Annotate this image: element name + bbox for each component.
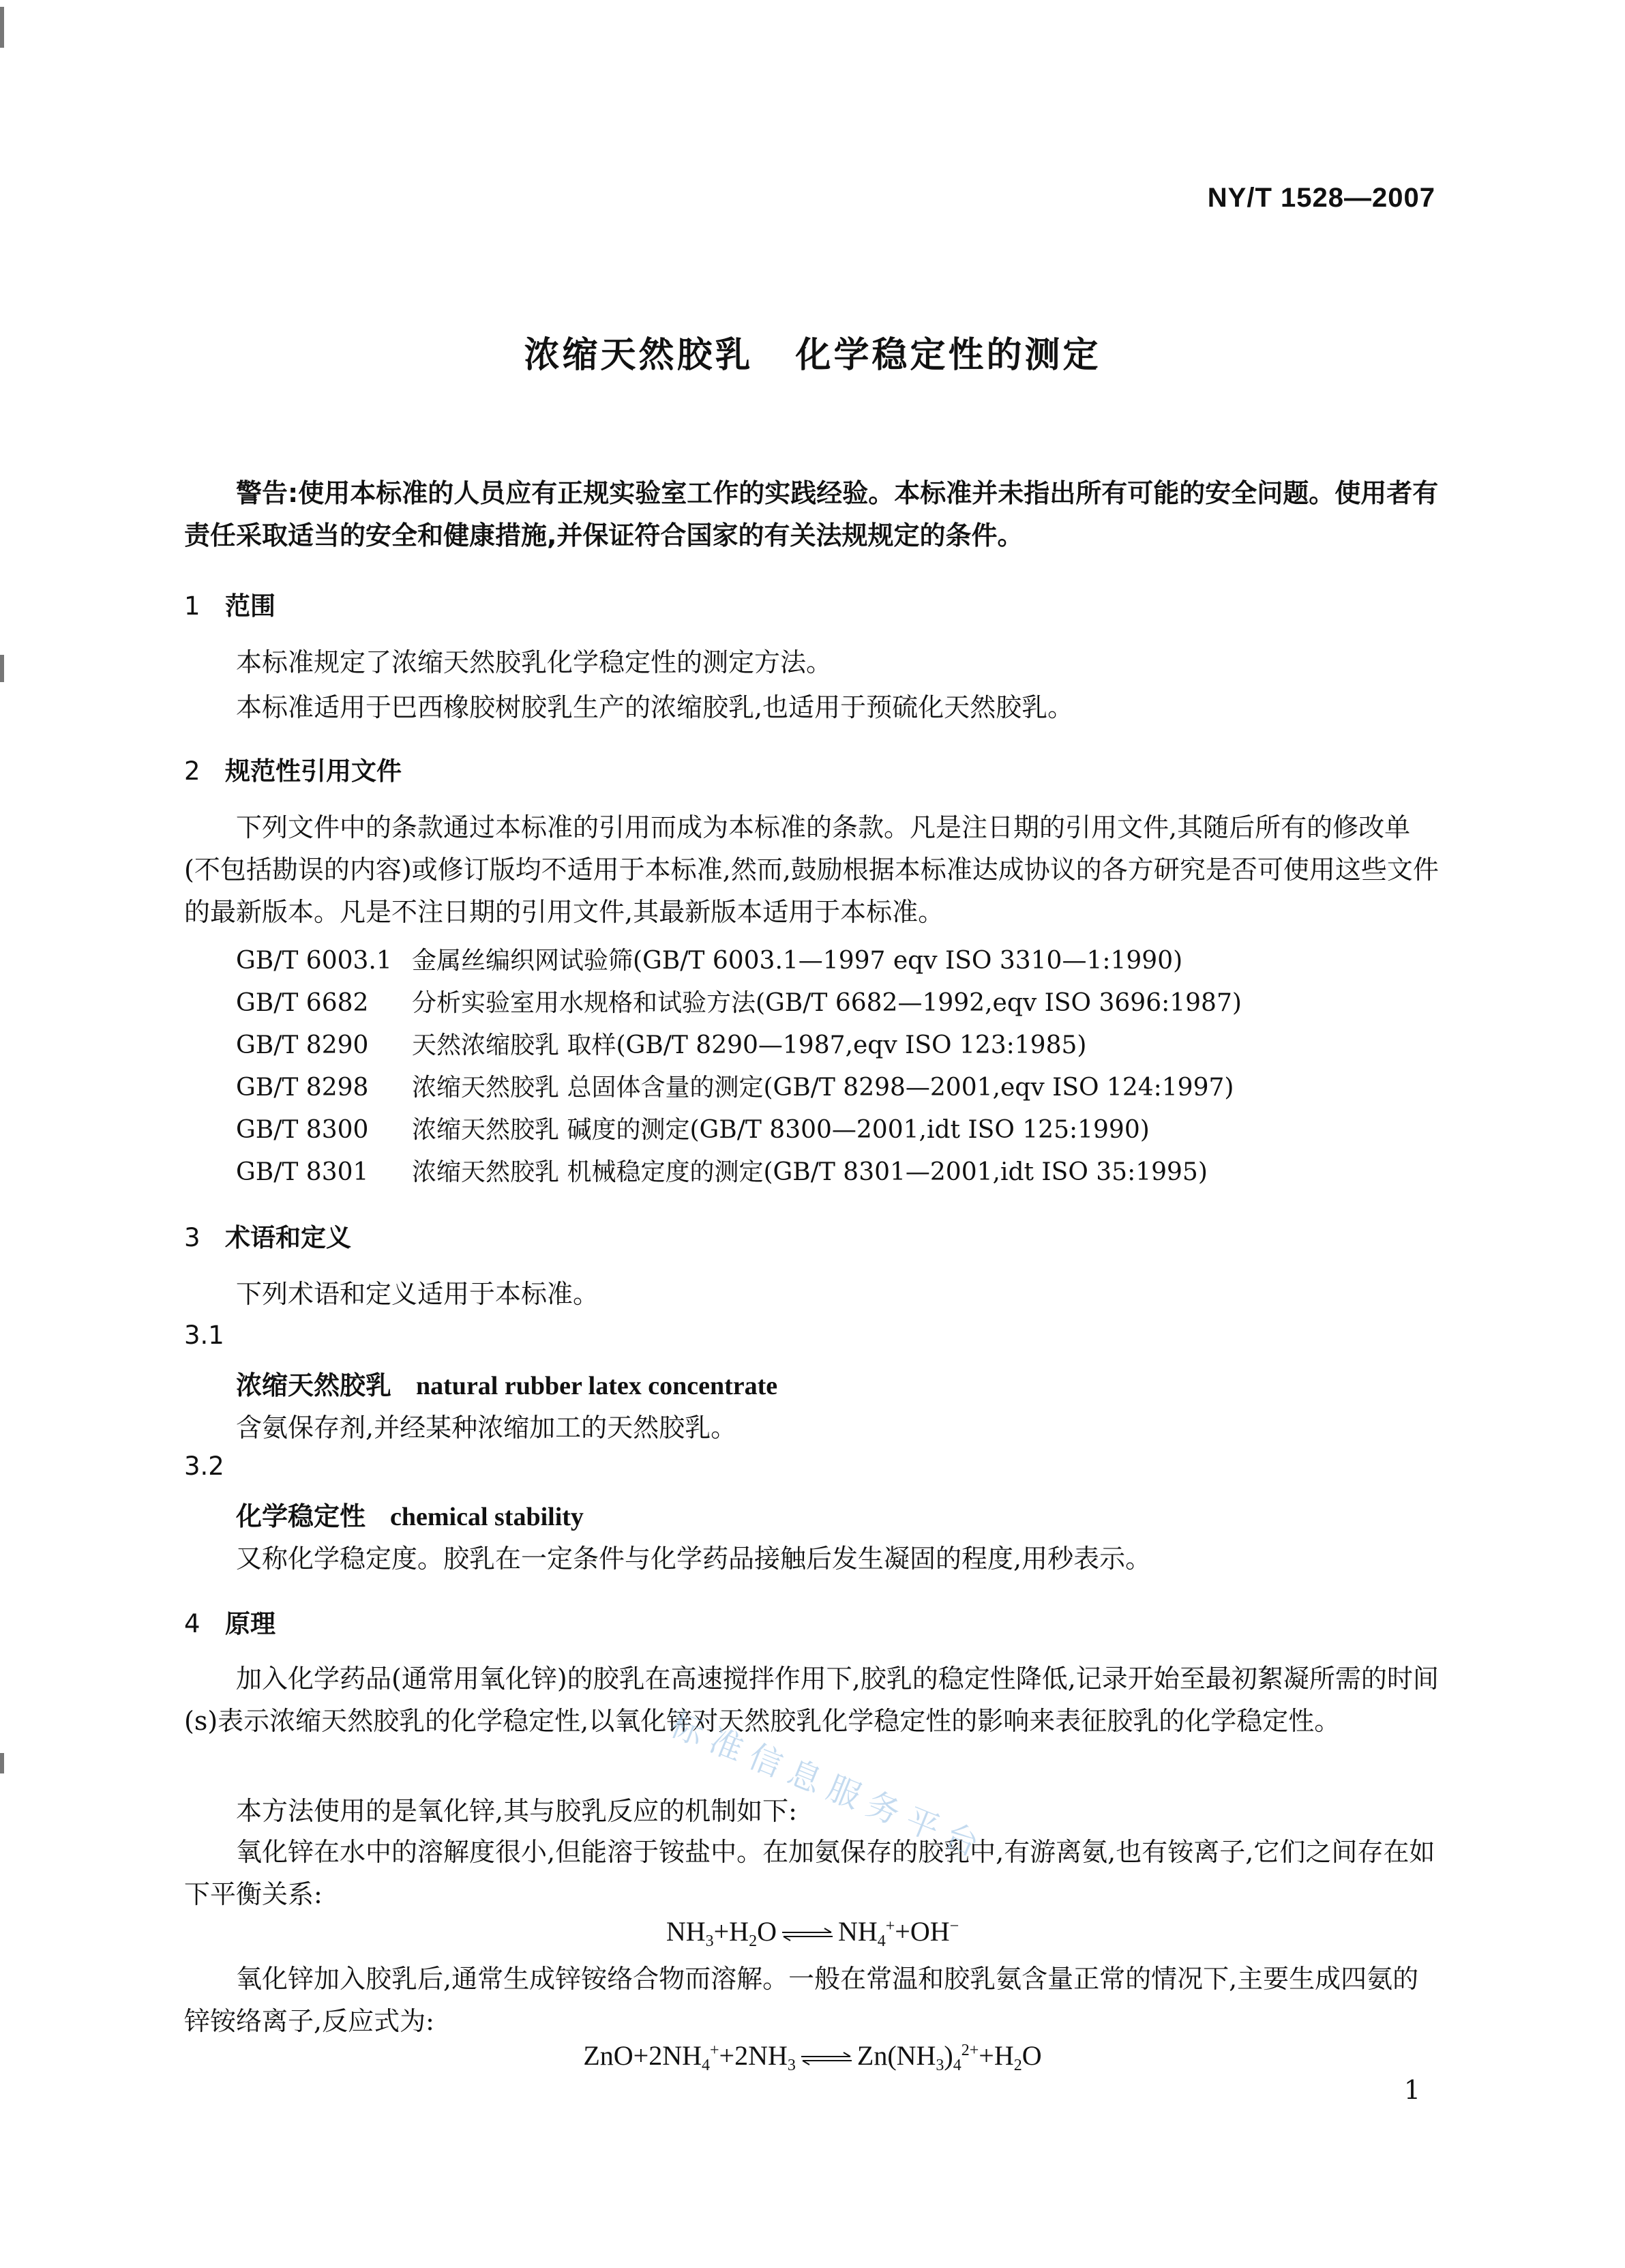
paragraph: 本方法使用的是氧化锌,其与胶乳反应的机制如下: bbox=[236, 1796, 797, 1826]
paragraph: 氧化锌加入胶乳后,通常生成锌铵络合物而溶解。一般在常温和胶乳氨含量正常的情况下,主要生成四氨的锌铵络离子,反应式为: bbox=[184, 1964, 1419, 2036]
paragraph: 氧化锌在水中的溶解度很小,但能溶于铵盐中。在加氨保存的胶乳中,有游离氨,也有铵离子,它们之间存在如下平衡关系: bbox=[184, 1837, 1435, 1909]
section-3-heading bbox=[184, 1217, 351, 1254]
term-en: chemical stability bbox=[390, 1503, 584, 1531]
paragraph: 下列术语和定义适用于本标准。 bbox=[236, 1279, 599, 1309]
equation-zinc-ammine: $ZnO+2NH_4^++2NH_3$ $Zn(NH_3)_4^{2+}+H_2O$ bbox=[583, 2040, 1042, 2074]
paragraph: 加入化学药品(通常用氧化锌)的胶乳在高速搅拌作用下,胶乳的稳定性降低,记录开始至最初絮凝所需的时间(s)表示浓缩天然胶乳的化学稳定性,以氧化锌对天然胶乳化学稳定性的影响来表征胶乳的化学稳定性。 bbox=[184, 1664, 1439, 1736]
reference-code: GB/T 8301 bbox=[236, 1158, 369, 1186]
page-number: 1 bbox=[1403, 2075, 1420, 2105]
reference-code: GB/T 8290 bbox=[236, 1031, 369, 1059]
paragraph: 下列文件中的条款通过本标准的引用而成为本标准的条款。凡是注日期的引用文件,其随后所有的修改单(不包括勘误的内容)或修订版均不适用于本标准,然而,鼓励根据本标准达成协议的各方研究是否可使用这些文件的最新版本。凡是不注日期的引用文件,其最新版本适用于本标准。 bbox=[184, 812, 1439, 927]
reference-item bbox=[236, 1026, 1086, 1061]
term-en: natural rubber latex concentrate bbox=[416, 1372, 778, 1400]
term-entry bbox=[236, 1364, 777, 1402]
section-title: 术语和定义 bbox=[225, 1223, 351, 1252]
document-title: 浓缩天然胶乳 化学稳定性的测定 bbox=[524, 335, 1101, 376]
reference-desc: 分析实验室用水规格和试验方法(GB/T 6682—1992,eqv ISO 3696:1987) bbox=[412, 989, 1242, 1017]
term-number: 3.1 bbox=[184, 1321, 224, 1350]
section-1-heading bbox=[184, 585, 275, 622]
section-number: 1 bbox=[184, 591, 200, 621]
section-number: 4 bbox=[184, 1609, 200, 1638]
scan-margin-mark bbox=[0, 1753, 4, 1773]
warning-paragraph: 警告:使用本标准的人员应有正规实验室工作的实践经验。本标准并未指出所有可能的安全问题。使用者有责任采取适当的安全和健康措施,并保证符合国家的有关法规规定的条件。 bbox=[184, 478, 1439, 550]
paragraph: 本标准适用于巴西橡胶树胶乳生产的浓缩胶乳,也适用于预硫化天然胶乳。 bbox=[236, 692, 1074, 722]
section-number: 2 bbox=[184, 756, 200, 786]
reference-desc: 金属丝编织网试验筛(GB/T 6003.1—1997 eqv ISO 3310—1:1990) bbox=[412, 947, 1183, 975]
section-number: 3 bbox=[184, 1223, 200, 1252]
section-title: 规范性引用文件 bbox=[225, 756, 402, 786]
reference-code: GB/T 8300 bbox=[236, 1116, 369, 1144]
reference-desc: 浓缩天然胶乳 总固体含量的测定(GB/T 8298—2001,eqv ISO 124:1997) bbox=[412, 1074, 1234, 1102]
scan-margin-mark bbox=[0, 7, 4, 48]
section-4-heading bbox=[184, 1603, 275, 1640]
section-title: 原理 bbox=[225, 1609, 275, 1638]
equation-ammonia-equilibrium: $NH_3+H_2O$ $NH_4^++OH^-$ bbox=[666, 1916, 959, 1950]
reference-item bbox=[236, 1110, 1150, 1145]
equilibrium-arrow-icon bbox=[800, 2052, 853, 2065]
scan-margin-mark bbox=[0, 655, 4, 682]
section-title: 范围 bbox=[225, 591, 275, 621]
term-zh: 化学稳定性 bbox=[236, 1501, 366, 1531]
watermark-text: 标准信息服务平台 bbox=[664, 1705, 993, 1868]
reference-item bbox=[236, 941, 1182, 976]
equilibrium-arrow-icon bbox=[781, 1928, 834, 1941]
term-definition: 又称化学稳定度。胶乳在一定条件与化学药品接触后发生凝固的程度,用秒表示。 bbox=[236, 1544, 1152, 1574]
term-definition: 含氨保存剂,并经某种浓缩加工的天然胶乳。 bbox=[236, 1413, 737, 1443]
reference-item bbox=[236, 984, 1242, 1018]
reference-code: GB/T 6682 bbox=[236, 989, 369, 1017]
reference-code: GB/T 6003.1 bbox=[236, 947, 392, 975]
section-2-heading bbox=[184, 750, 402, 787]
term-number: 3.2 bbox=[184, 1452, 224, 1481]
reference-desc: 浓缩天然胶乳 机械稳定度的测定(GB/T 8301—2001,idt ISO 35:1995) bbox=[412, 1158, 1208, 1186]
reference-item bbox=[236, 1068, 1234, 1103]
reference-desc: 天然浓缩胶乳 取样(GB/T 8290—1987,eqv ISO 123:1985) bbox=[412, 1031, 1087, 1059]
reference-desc: 浓缩天然胶乳 碱度的测定(GB/T 8300—2001,idt ISO 125:1990) bbox=[412, 1116, 1150, 1144]
term-zh: 浓缩天然胶乳 bbox=[236, 1370, 392, 1400]
reference-code: GB/T 8298 bbox=[236, 1074, 369, 1102]
reference-item bbox=[236, 1153, 1208, 1188]
standard-code: NY/T 1528—2007 bbox=[1207, 183, 1435, 213]
term-entry bbox=[236, 1495, 584, 1533]
paragraph: 本标准规定了浓缩天然胶乳化学稳定性的测定方法。 bbox=[236, 647, 833, 677]
